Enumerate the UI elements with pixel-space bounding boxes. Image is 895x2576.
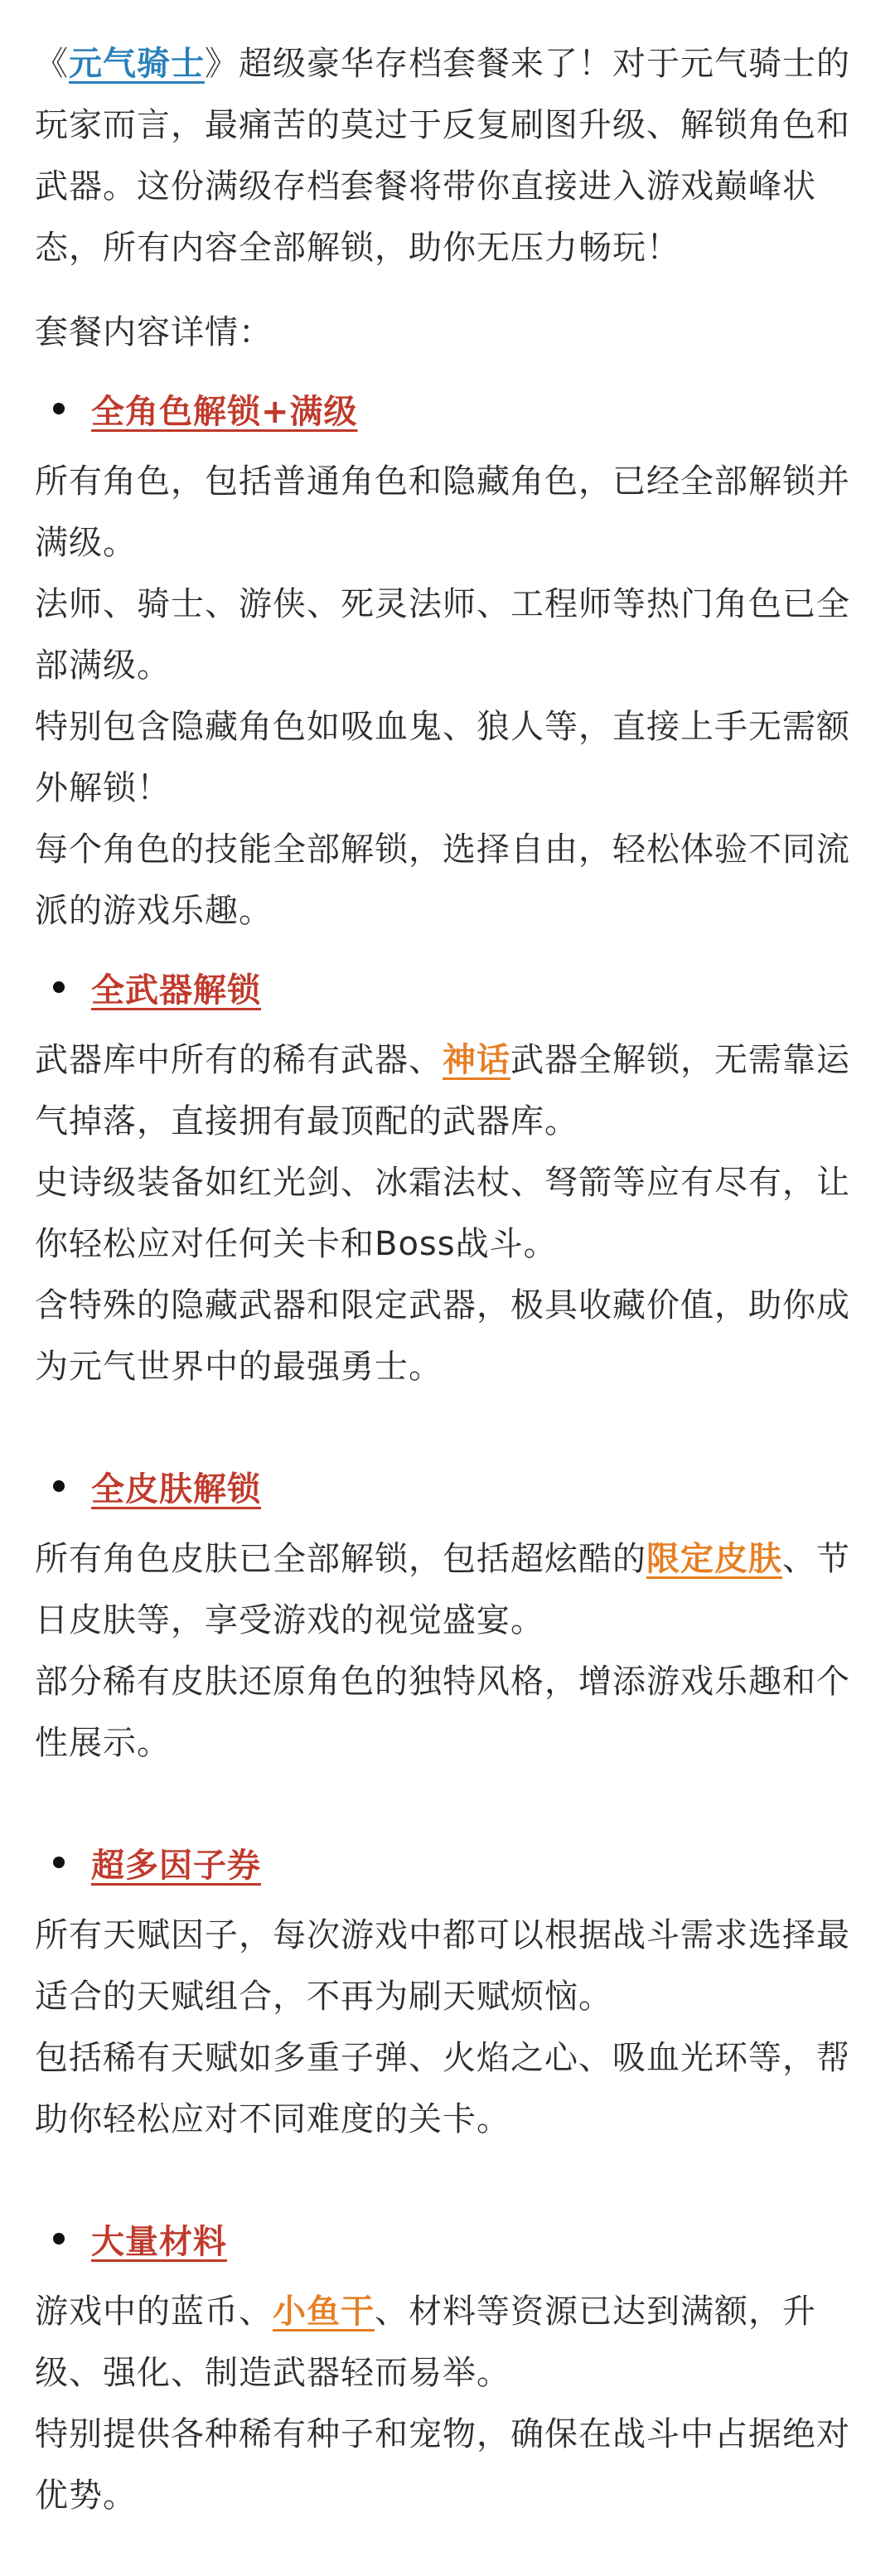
section-factor-tickets bbox=[35, 1832, 862, 2150]
spacer bbox=[35, 1774, 862, 1832]
bullet-icon bbox=[53, 1480, 65, 1492]
section-paragraph: 所有角色，包括普通角色和隐藏角色，已经全部解锁并满级。 bbox=[35, 462, 850, 562]
section-paragraph: 所有天赋因子，每次游戏中都可以根据战斗需求选择最适合的天赋组合，不再为刷天赋烦恼。 bbox=[35, 1916, 850, 2016]
section-header bbox=[35, 956, 862, 1018]
section-paragraph: 部分稀有皮肤还原角色的独特风格，增添游戏乐趣和个性展示。 bbox=[35, 1663, 850, 1762]
section-title[interactable]: 超多因子券 bbox=[91, 1846, 261, 1885]
section-paragraph: 特别包含隐藏角色如吸血鬼、狼人等，直接上手无需额外解锁！ bbox=[35, 708, 850, 807]
highlight-link[interactable]: 小鱼干 bbox=[273, 2293, 375, 2331]
bullet-icon bbox=[53, 2233, 65, 2244]
section-paragraph: 每个角色的技能全部解锁，选择自由，轻松体验不同流派的游戏乐趣。 bbox=[35, 830, 850, 930]
text-run: 、节日皮肤等，享受游戏的视觉盛宴。 bbox=[35, 1540, 850, 1639]
spacer bbox=[35, 1397, 862, 1455]
section-paragraph bbox=[35, 1528, 862, 1651]
section-title[interactable]: 全皮肤解锁 bbox=[91, 1470, 261, 1508]
intro-paragraph bbox=[35, 33, 862, 278]
bullet-icon bbox=[53, 1857, 65, 1868]
intro-after: 》超级豪华存档套餐来了！对于元气骑士的玩家而言，最痛苦的莫过于反复刷图升级、解锁角色和武器。这份满级存档套餐将带你直接进入游戏巅峰状态，所有内容全部解锁，助你无压力畅玩！ bbox=[35, 45, 850, 267]
section-header bbox=[35, 1455, 862, 1517]
text-run: 武器全解锁，无需靠运气掉落，直接拥有最顶配的武器库。 bbox=[35, 1041, 850, 1140]
section-header bbox=[35, 378, 862, 439]
text-run: 、材料等资源已达到满额，升级、强化、制造武器轻而易举。 bbox=[35, 2293, 816, 2392]
section-paragraph: 史诗级装备如红光剑、冰霜法杖、弩箭等应有尽有，让你轻松应对任何关卡和Boss战斗。 bbox=[35, 1164, 850, 1263]
bullet-icon bbox=[53, 403, 65, 414]
section-paragraph: 法师、骑士、游侠、死灵法师、工程师等热门角色已全部满级。 bbox=[35, 585, 850, 685]
text-run: 所有角色皮肤已全部解锁，包括超炫酷的 bbox=[35, 1540, 646, 1578]
highlight-link[interactable]: 限定皮肤 bbox=[646, 1540, 782, 1578]
details-title: 套餐内容详情： bbox=[35, 313, 273, 351]
text-run: 武器库中所有的稀有武器、 bbox=[35, 1041, 443, 1079]
section-skins bbox=[35, 1455, 862, 1774]
highlight-link[interactable]: 神话 bbox=[443, 1041, 510, 1079]
section-paragraph: 特别提供各种稀有种子和宠物，确保在战斗中占据绝对优势。 bbox=[35, 2415, 850, 2515]
section-paragraph bbox=[35, 2281, 862, 2404]
section-header bbox=[35, 2208, 862, 2269]
section-title[interactable]: 大量材料 bbox=[91, 2222, 227, 2261]
game-name-link[interactable]: 元气骑士 bbox=[69, 45, 205, 83]
section-title[interactable]: 全武器解锁 bbox=[91, 971, 261, 1010]
section-weapons bbox=[35, 956, 862, 1397]
section-materials bbox=[35, 2208, 862, 2526]
section-title[interactable]: 全角色解锁+满级 bbox=[91, 392, 358, 431]
bullet-icon bbox=[53, 981, 65, 993]
section-paragraph bbox=[35, 1029, 862, 1152]
intro-before: 《 bbox=[35, 45, 69, 83]
section-paragraph: 包括稀有天赋如多重子弹、火焰之心、吸血光环等，帮助你轻松应对不同难度的关卡。 bbox=[35, 2039, 850, 2138]
section-paragraph: 含特殊的隐藏武器和限定武器，极具收藏价值，助你成为元气世界中的最强勇士。 bbox=[35, 1286, 850, 1386]
section-header bbox=[35, 1832, 862, 1893]
spacer bbox=[35, 2150, 862, 2208]
text-run: 游戏中的蓝币、 bbox=[35, 2293, 273, 2331]
section-characters bbox=[35, 378, 862, 942]
